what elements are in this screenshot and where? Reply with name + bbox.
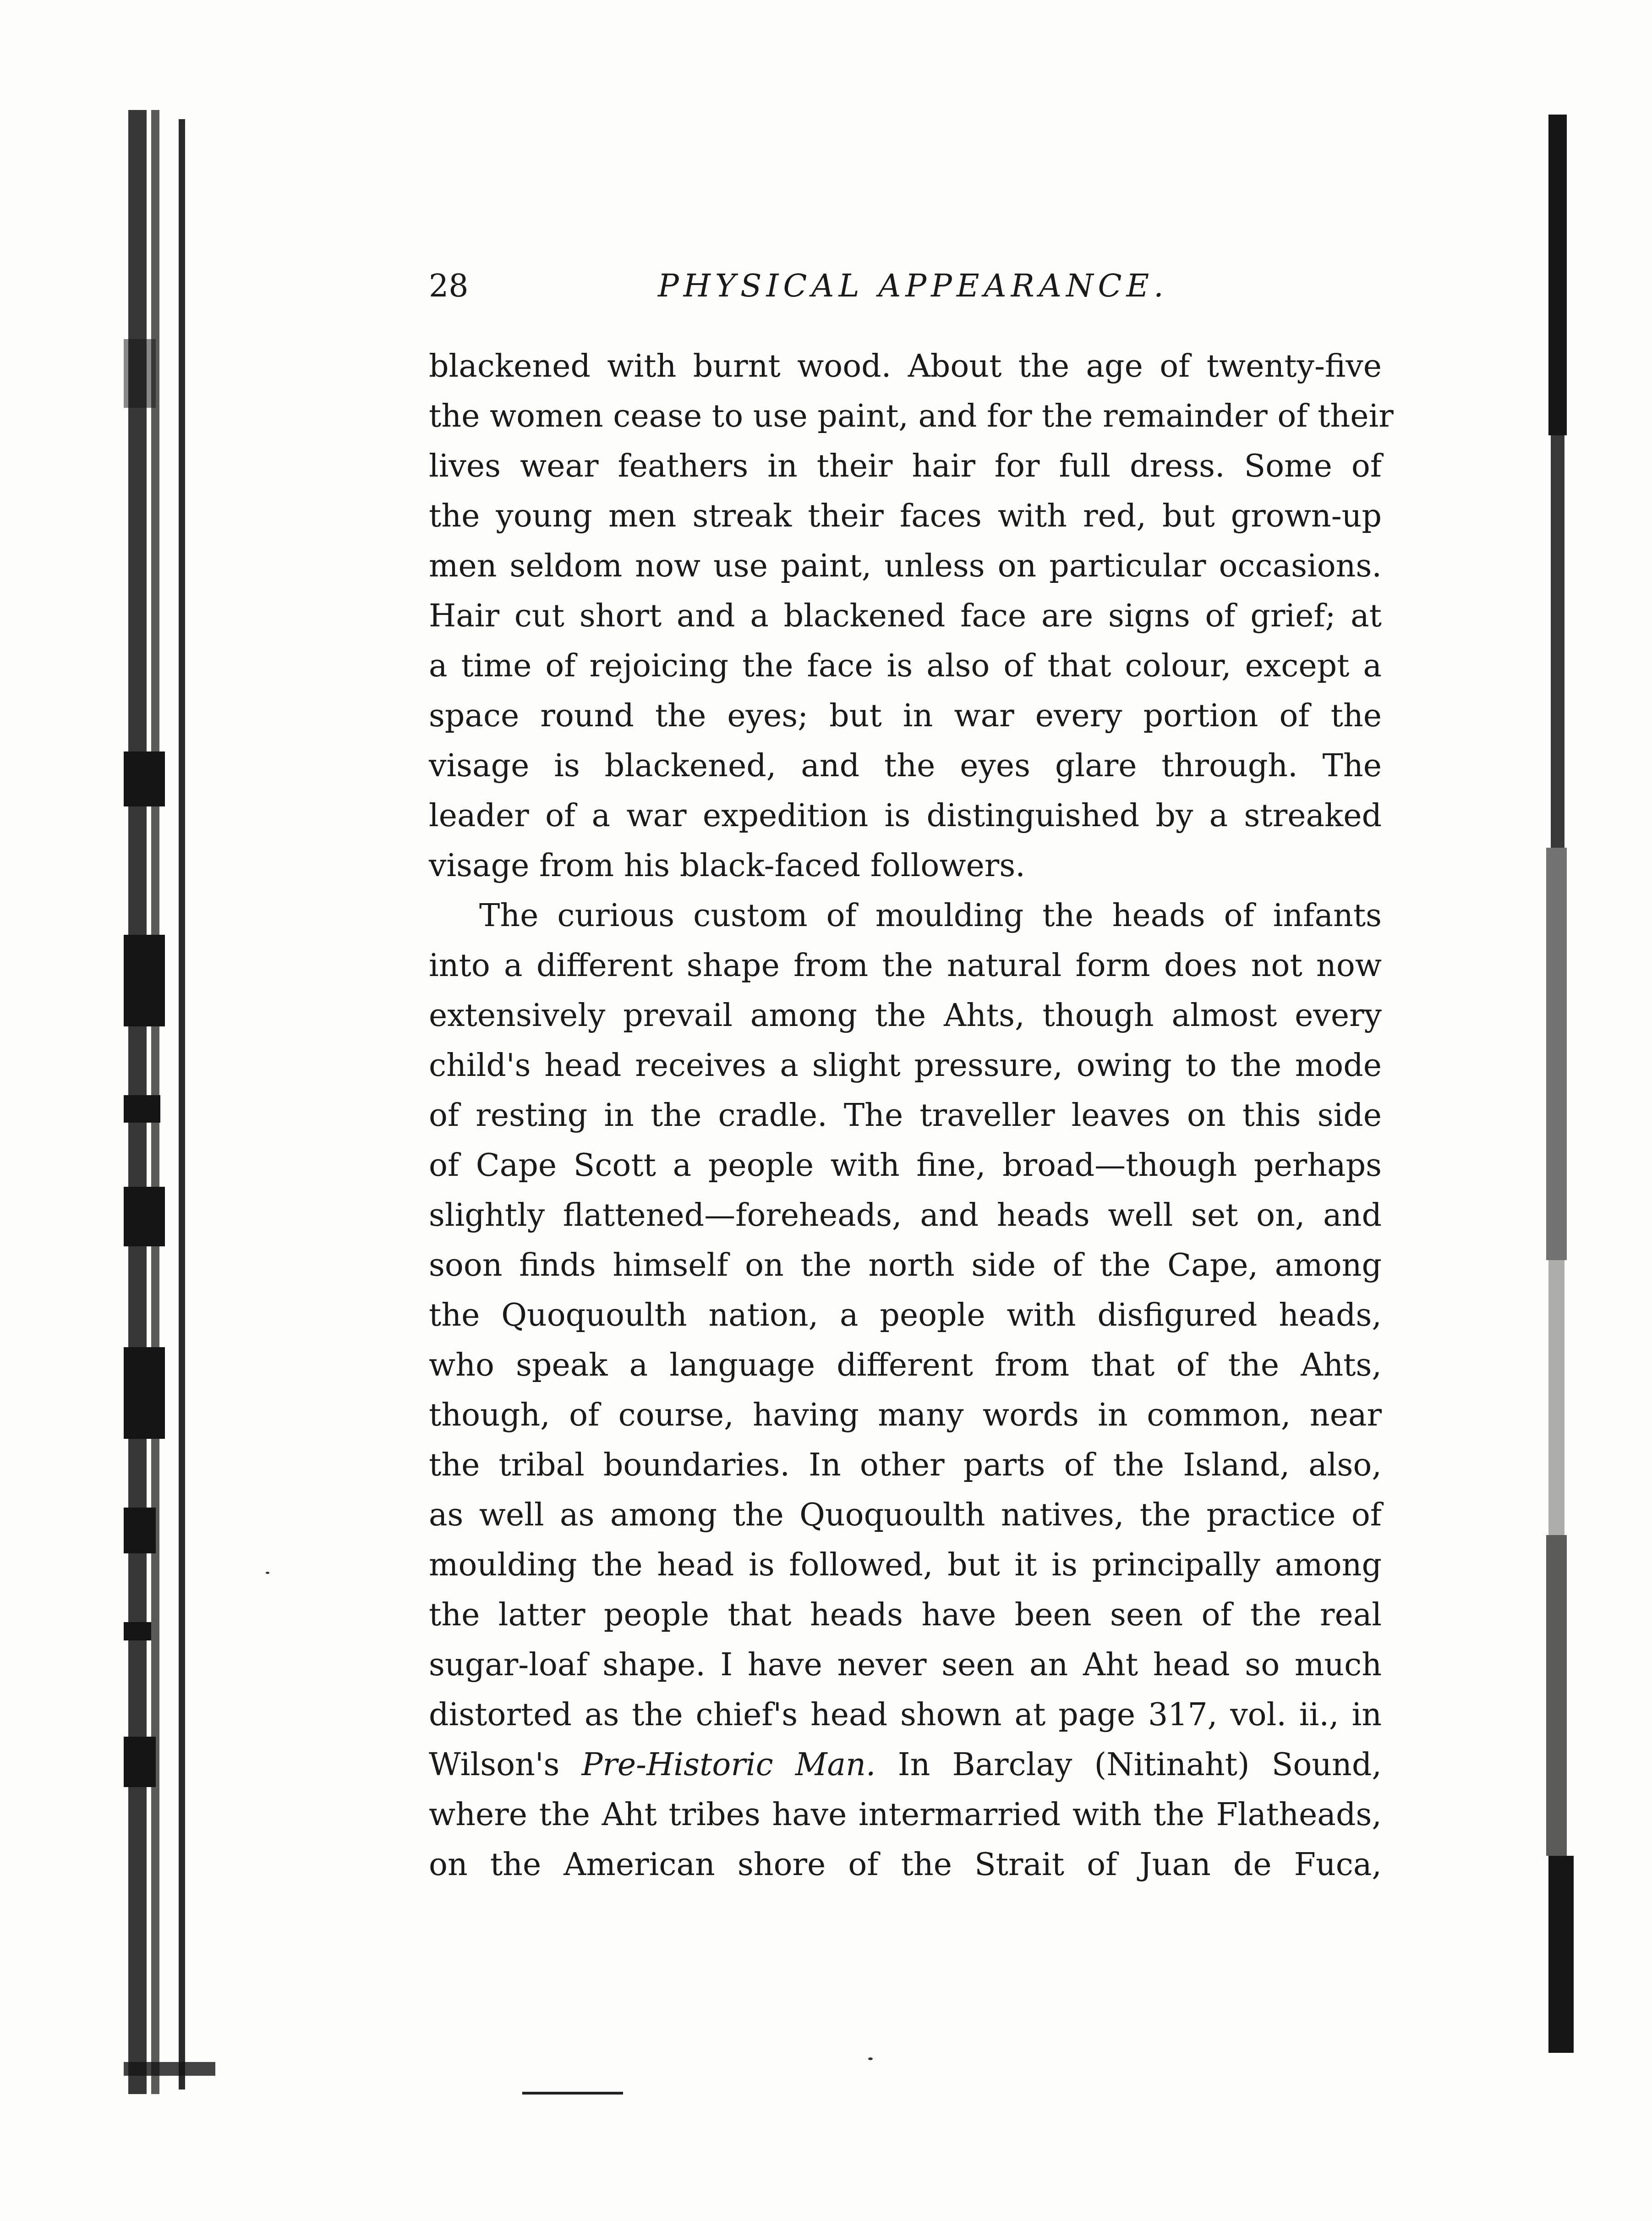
book-title: Pre-Historic Man.: [581, 1747, 876, 1783]
text-line: Hair cut short and a blackened face are signs of grief; at: [429, 598, 1382, 634]
text-line: the latter people that heads have been seen of the real: [429, 1597, 1382, 1633]
text-line: who speak a language different from that of the Ahts,: [429, 1347, 1382, 1383]
text-line: sugar-loaf shape. I have never seen an Aht head so much: [429, 1647, 1382, 1683]
text-line: leader of a war expedition is distinguished by a streaked: [429, 798, 1382, 834]
text-segment: In Barclay (Nitinaht) Sound,: [875, 1747, 1382, 1783]
binding-edge-left: [124, 110, 215, 2094]
text-line: the tribal boundaries. In other parts of the Island, also,: [429, 1447, 1382, 1483]
text-line: on the American shore of the Strait of Juan de Fuca,: [429, 1847, 1382, 1883]
text-line: into a different shape from the natural form does not now: [429, 948, 1382, 984]
page-number: 28: [429, 268, 469, 304]
text-line: extensively prevail among the Ahts, though almost every: [429, 998, 1382, 1034]
text-line: space round the eyes; but in war every portion of the: [429, 698, 1382, 734]
page-header: [429, 263, 1386, 314]
text-line: blackened with burnt wood. About the age of twenty-five: [429, 348, 1382, 384]
text-line-with-title: [429, 1740, 1382, 1790]
running-head: PHYSICAL APPEARANCE.: [658, 268, 1168, 304]
text-line: where the Aht tribes have intermarried with the Flatheads,: [429, 1797, 1382, 1833]
text-line: distorted as the chief's head shown at page 317, vol. ii., in: [429, 1697, 1382, 1733]
shadow-edge-right: [1530, 115, 1599, 2099]
text-line: visage is blackened, and the eyes glare through. The: [429, 748, 1382, 784]
text-line: a time of rejoicing the face is also of that colour, except a: [429, 648, 1382, 684]
scan-speck: [868, 2057, 873, 2060]
text-line: as well as among the Quoquoulth natives, the practice of: [429, 1497, 1382, 1533]
text-line: though, of course, having many words in common, near: [429, 1397, 1382, 1433]
text-line: the women cease to use paint, and for the remainder of their: [429, 398, 1394, 434]
text-line: the young men streak their faces with red, but grown-up: [429, 498, 1382, 534]
text-line: child's head receives a slight pressure, owing to the mode: [429, 1047, 1382, 1084]
paragraph-start-line: The curious custom of moulding the heads of infants: [479, 898, 1382, 934]
text-line: slightly flattened—foreheads, and heads well set on, and: [429, 1197, 1382, 1234]
text-line: moulding the head is followed, but it is principally among: [429, 1547, 1382, 1583]
text-line: men seldom now use paint, unless on particular occasions.: [429, 548, 1382, 584]
scan-speck: [266, 1572, 269, 1574]
text-line: soon finds himself on the north side of the Cape, among: [429, 1247, 1382, 1283]
text-segment: Wilson's: [429, 1747, 582, 1783]
text-line: the Quoquoulth nation, a people with disfigured heads,: [429, 1297, 1382, 1333]
bottom-rule: [522, 2092, 623, 2095]
text-line: visage from his black-faced followers.: [429, 848, 1025, 884]
text-line: lives wear feathers in their hair for full dress. Some of: [429, 448, 1382, 484]
body-text: [429, 341, 1394, 1890]
text-line: of resting in the cradle. The traveller leaves on this side: [429, 1097, 1382, 1134]
text-line: of Cape Scott a people with fine, broad—though perhaps: [429, 1147, 1382, 1184]
